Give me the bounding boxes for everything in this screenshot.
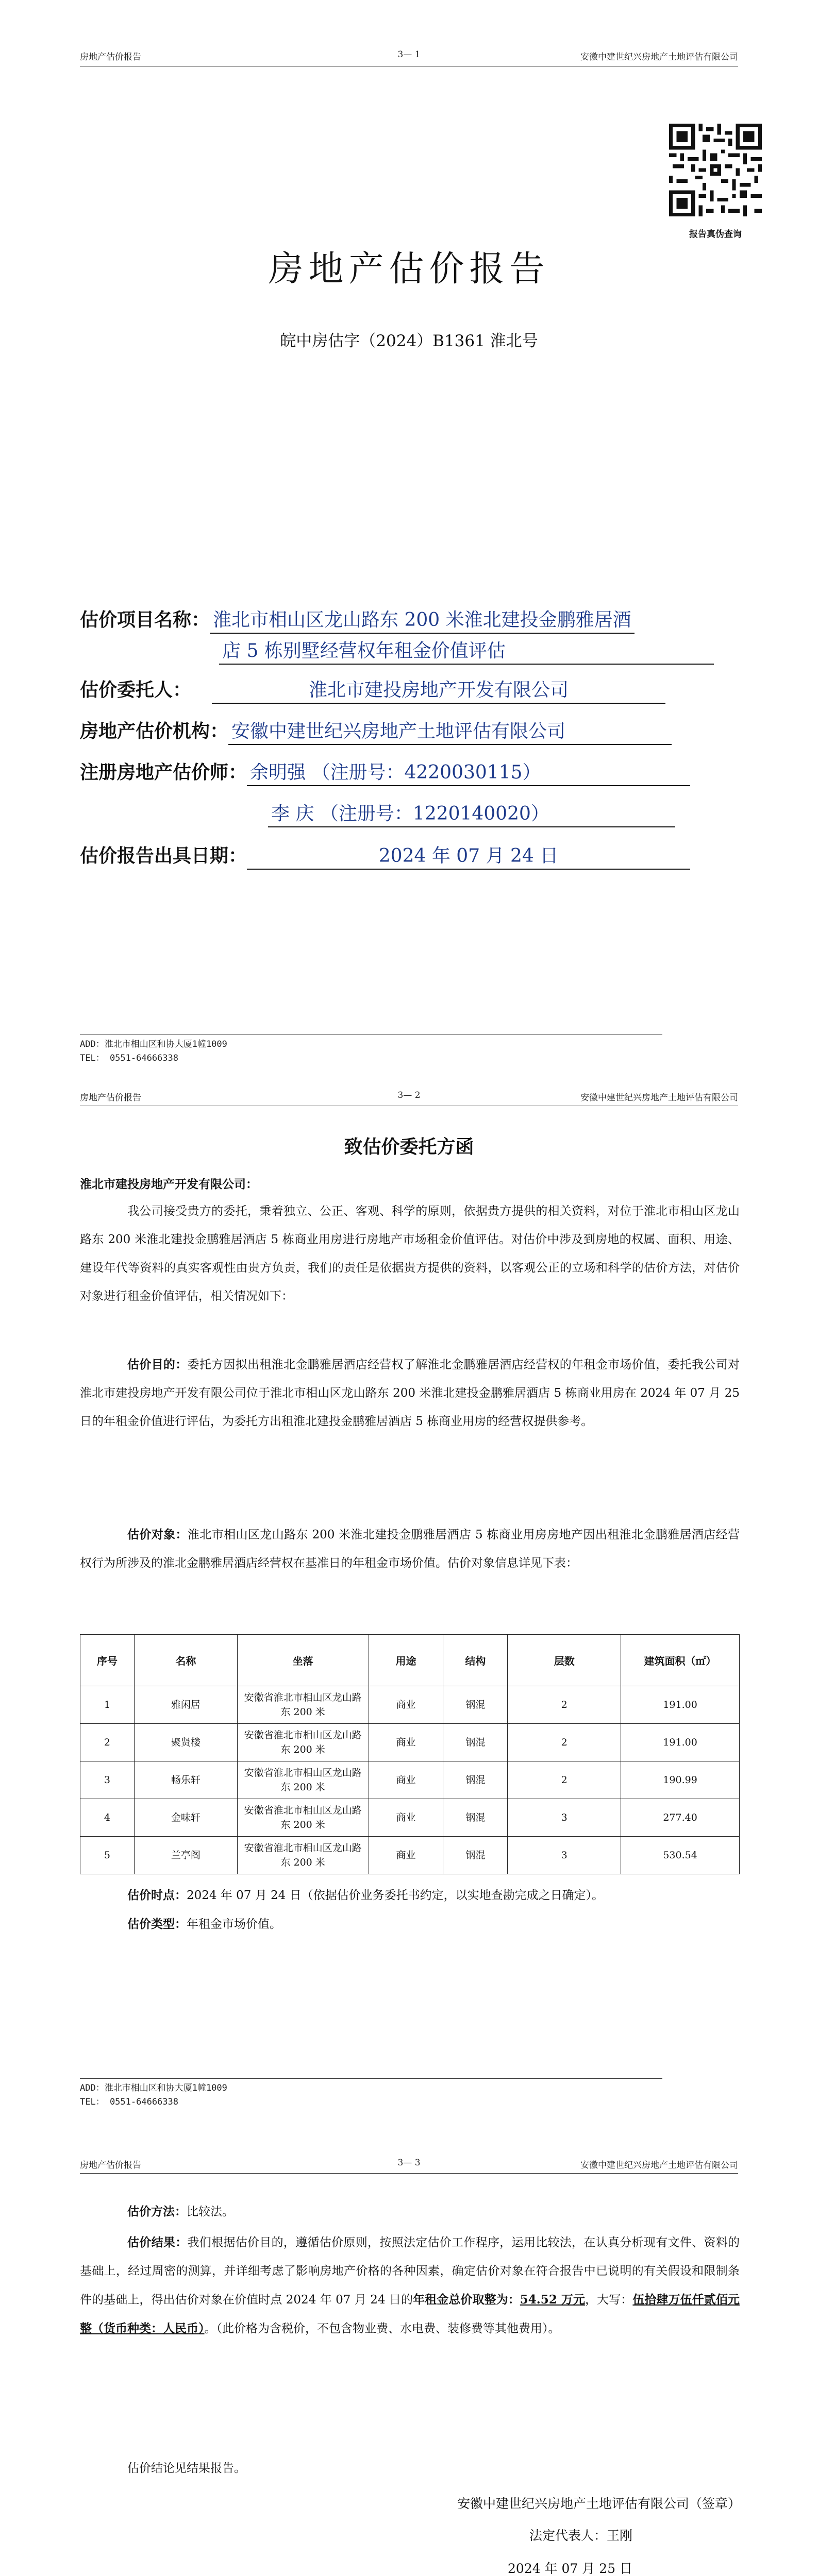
appraiser-row bbox=[80, 760, 690, 786]
letter-title: 致估价委托方函 bbox=[344, 1137, 474, 1158]
cell-structure: 钢混 bbox=[443, 1724, 508, 1761]
cell-structure: 钢混 bbox=[443, 1837, 508, 1874]
company-signature: 安徽中建世纪兴房地产土地评估有限公司（签章） bbox=[457, 2496, 741, 2511]
cell-index: 5 bbox=[80, 1837, 135, 1874]
footer-divider bbox=[80, 2078, 662, 2079]
qr-caption: 报告真伪查询 bbox=[689, 229, 742, 240]
cell-index: 4 bbox=[80, 1799, 135, 1837]
col-header-area: 建筑面积（㎡） bbox=[621, 1635, 740, 1686]
appraiser-2: 李 庆 （注册号：1220140020） bbox=[268, 802, 675, 827]
purpose-label: 估价目的： bbox=[127, 1358, 188, 1371]
method-paragraph bbox=[80, 2198, 740, 2226]
sign-date: 2024 年 07 月 25 日 bbox=[508, 2561, 632, 2576]
client-label: 估价委托人： bbox=[80, 680, 192, 701]
letter-addressee bbox=[80, 1171, 740, 1199]
cell-name: 兰亭阁 bbox=[134, 1837, 237, 1874]
method-text: 比较法。 bbox=[187, 2205, 234, 2218]
cell-area: 277.40 bbox=[621, 1799, 740, 1837]
cell-location: 安徽省淮北市相山区龙山路东 200 米 bbox=[237, 1761, 369, 1799]
page-footer bbox=[80, 2081, 227, 2109]
time-text: 2024 年 07 月 24 日（依据估价业务委托书约定，以实地查勘完成之日确定）。 bbox=[187, 1889, 604, 1902]
agency-value: 安徽中建世纪兴房地产土地评估有限公司 bbox=[228, 719, 672, 745]
cell-name: 畅乐轩 bbox=[134, 1761, 237, 1799]
result-amount-upper: 伍拾肆万伍仟贰佰元整（货币种类：人民币） bbox=[80, 2293, 740, 2335]
page-footer bbox=[80, 1038, 227, 1065]
page-header bbox=[80, 1090, 738, 1105]
time-paragraph bbox=[80, 1882, 740, 1910]
project-value-line1: 淮北市相山区龙山路东 200 米淮北建投金鹏雅居酒 bbox=[210, 608, 635, 634]
report-number: 皖中房估字（2024）B1361 淮北号 bbox=[280, 332, 538, 350]
qr-code-icon[interactable] bbox=[669, 124, 762, 216]
page-1 bbox=[0, 0, 818, 1084]
footer-tel: TEL： 0551-64666338 bbox=[80, 1053, 178, 1063]
header-right: 安徽中建世纪兴房地产土地评估有限公司 bbox=[580, 52, 738, 62]
legal-representative: 法定代表人：王刚 bbox=[529, 2528, 632, 2543]
property-table bbox=[80, 1634, 740, 1874]
cell-location: 安徽省淮北市相山区龙山路东 200 米 bbox=[237, 1799, 369, 1837]
type-text: 年租金市场价值。 bbox=[187, 1918, 281, 1931]
col-header-structure: 结构 bbox=[443, 1635, 508, 1686]
cell-area: 191.00 bbox=[621, 1724, 740, 1761]
table-row bbox=[80, 1837, 740, 1874]
result-text: 我们根据估价目的，遵循估价原则，按照法定估价工作程序，运用比较法，在认真分析现有文件、资料的基础上，经过周密的测算，并详细考虑了影响房地产价格的各种因素，确定估价对象在符合报告中已说明的有关假设和限制条件的基础上，得出估价对象在价值时点 2024 年 07 月 24 日的 bbox=[80, 2236, 740, 2307]
table-row bbox=[80, 1724, 740, 1761]
header-left: 房地产估价报告 bbox=[80, 2160, 141, 2171]
date-row bbox=[80, 844, 690, 870]
project-value-line2: 店 5 栋别墅经营权年租金价值评估 bbox=[219, 639, 714, 665]
cell-index: 2 bbox=[80, 1724, 135, 1761]
cell-use: 商业 bbox=[369, 1686, 443, 1724]
result-label: 估价结果： bbox=[127, 2236, 188, 2249]
header-page-number: 3— 2 bbox=[397, 1090, 421, 1100]
footer-address: ADD：淮北市相山区和协大厦1幢1009 bbox=[80, 2083, 227, 2093]
cell-use: 商业 bbox=[369, 1837, 443, 1874]
page-3 bbox=[0, 2151, 818, 2576]
result-tail: 。（此价格为含税价，不包含物业费、水电费、装修费等其他费用）。 bbox=[204, 2322, 560, 2335]
cell-location: 安徽省淮北市相山区龙山路东 200 米 bbox=[237, 1724, 369, 1761]
result-amount: 54.52 万元 bbox=[520, 2293, 586, 2307]
footer-address: ADD：淮北市相山区和协大厦1幢1009 bbox=[80, 1039, 227, 1049]
cell-index: 1 bbox=[80, 1686, 135, 1724]
table-row bbox=[80, 1686, 740, 1724]
page-header bbox=[80, 49, 738, 64]
header-left: 房地产估价报告 bbox=[80, 1093, 141, 1103]
cell-area: 530.54 bbox=[621, 1837, 740, 1874]
cell-use: 商业 bbox=[369, 1799, 443, 1837]
footer-tel: TEL： 0551-64666338 bbox=[80, 2097, 178, 2107]
time-label: 估价时点： bbox=[127, 1889, 187, 1902]
cell-name: 雅闲居 bbox=[134, 1686, 237, 1724]
col-header-location: 坐落 bbox=[237, 1635, 369, 1686]
cell-name: 聚贤楼 bbox=[134, 1724, 237, 1761]
table-row bbox=[80, 1761, 740, 1799]
object-text: 淮北市相山区龙山路东 200 米淮北建投金鹏雅居酒店 5 栋商业用房房地产因出租淮北金鹏雅居酒店经营权行为所涉及的淮北金鹏雅居酒店经营权在基准日的年租金市场价值。估价对象信息详见下表： bbox=[80, 1528, 740, 1570]
intro-paragraph: 我公司接受贵方的委托，秉着独立、公正、客观、科学的原则，依据贵方提供的相关资料，对位于淮北市相山区龙山路东 200 米淮北建投金鹏雅居酒店 5 栋商业用房进行房地产市场租金价值评估。对估价中涉及到房地的权属、面积、用途、建设年代等资料的真实客观性由贵方负责，我们的责任是依据贵方提供的资料，以客观公正的立场和科学的估价方法，对估价对象进行租金价值评估，相关情况如下： bbox=[80, 1205, 740, 1303]
cell-structure: 钢混 bbox=[443, 1761, 508, 1799]
page-2 bbox=[0, 1084, 818, 2151]
type-label: 估价类型： bbox=[127, 1918, 187, 1931]
client-row bbox=[80, 678, 665, 704]
closing-paragraph: 估价结论见结果报告。 bbox=[127, 2462, 246, 2475]
cell-structure: 钢混 bbox=[443, 1686, 508, 1724]
cell-use: 商业 bbox=[369, 1724, 443, 1761]
type-paragraph bbox=[80, 1910, 740, 1939]
project-label: 估价项目名称： bbox=[80, 609, 210, 631]
cell-floors: 2 bbox=[508, 1686, 621, 1724]
col-header-use: 用途 bbox=[369, 1635, 443, 1686]
cell-location: 安徽省淮北市相山区龙山路东 200 米 bbox=[237, 1837, 369, 1874]
result-total-label: 年租金总价取整为： bbox=[413, 2293, 520, 2307]
cell-structure: 钢混 bbox=[443, 1799, 508, 1837]
cell-floors: 3 bbox=[508, 1799, 621, 1837]
table-row bbox=[80, 1799, 740, 1837]
report-title: 房地产估价报告 bbox=[268, 249, 550, 290]
purpose-paragraph bbox=[80, 1351, 740, 1436]
cell-floors: 2 bbox=[508, 1761, 621, 1799]
project-row-2 bbox=[219, 639, 714, 665]
header-right: 安徽中建世纪兴房地产土地评估有限公司 bbox=[580, 2160, 738, 2171]
addressee-text: 淮北市建投房地产开发有限公司： bbox=[80, 1178, 258, 1191]
result-paragraph bbox=[80, 2229, 740, 2343]
result-mid: ，大写： bbox=[585, 2293, 633, 2307]
object-label: 估价对象： bbox=[127, 1528, 188, 1541]
col-header-index: 序号 bbox=[80, 1635, 135, 1686]
date-value: 2024 年 07 月 24 日 bbox=[247, 844, 690, 870]
page-header bbox=[80, 2158, 738, 2172]
method-label: 估价方法： bbox=[127, 2205, 187, 2218]
col-header-name: 名称 bbox=[134, 1635, 237, 1686]
agency-label: 房地产估价机构： bbox=[80, 721, 229, 742]
cell-location: 安徽省淮北市相山区龙山路东 200 米 bbox=[237, 1686, 369, 1724]
appraiser-row-2 bbox=[268, 802, 675, 827]
cell-use: 商业 bbox=[369, 1761, 443, 1799]
client-value: 淮北市建投房地产开发有限公司 bbox=[212, 678, 665, 704]
project-row bbox=[80, 608, 635, 634]
purpose-text: 委托方因拟出租淮北金鹏雅居酒店经营权了解淮北金鹏雅居酒店经营权的年租金市场价值，委托我公司对淮北市建投房地产开发有限公司位于淮北市相山区龙山路东 200 米淮北建投金鹏雅居酒店 5 栋商业用房在 2024 年 07 月 25 日的年租金价值进行评估，为委托方出租淮北建投金鹏雅居酒店 5 栋商业用房的经营权提供参考。 bbox=[80, 1358, 740, 1428]
header-page-number: 3— 3 bbox=[397, 2158, 421, 2168]
cell-floors: 2 bbox=[508, 1724, 621, 1761]
header-page-number: 3— 1 bbox=[397, 49, 421, 60]
cell-floors: 3 bbox=[508, 1837, 621, 1874]
appraiser-1: 余明强 （注册号：4220030115） bbox=[247, 760, 690, 786]
col-header-floors: 层数 bbox=[508, 1635, 621, 1686]
header-left: 房地产估价报告 bbox=[80, 52, 141, 62]
table-header-row bbox=[80, 1635, 740, 1686]
date-label: 估价报告出具日期： bbox=[80, 845, 247, 867]
cell-area: 190.99 bbox=[621, 1761, 740, 1799]
cell-name: 金味轩 bbox=[134, 1799, 237, 1837]
cell-area: 191.00 bbox=[621, 1686, 740, 1724]
header-divider bbox=[80, 2173, 738, 2174]
object-paragraph bbox=[80, 1521, 740, 1578]
cell-index: 3 bbox=[80, 1761, 135, 1799]
appraiser-label: 注册房地产估价师： bbox=[80, 762, 247, 783]
agency-row bbox=[80, 719, 672, 745]
header-right: 安徽中建世纪兴房地产土地评估有限公司 bbox=[580, 1093, 738, 1103]
